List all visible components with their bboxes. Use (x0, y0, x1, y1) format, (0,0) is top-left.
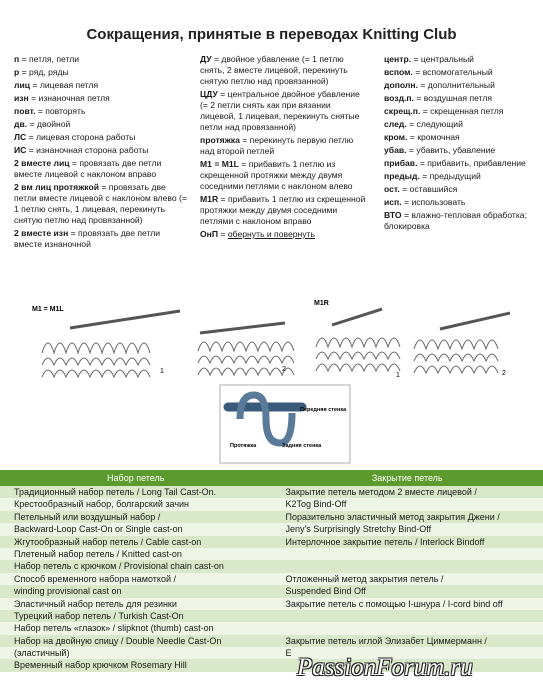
abbrev-definition: = прибавить, прибавление (417, 158, 526, 168)
m1r-figure-2 (414, 313, 510, 377)
abbrev-entry (384, 106, 534, 117)
figure-number: 1 (160, 368, 164, 375)
abbrev-entry (14, 119, 190, 130)
table-row (0, 622, 543, 634)
abbrev-definition: = использовать (401, 197, 466, 207)
table-row (0, 610, 543, 622)
abbrev-entry (14, 132, 190, 143)
abbrev-definition: = перекинуть первую петлю над второй петлей (200, 135, 354, 156)
abbrev-term: убав. (384, 145, 407, 155)
strand-label: Протяжка (230, 443, 257, 449)
abbrev-definition: = центральный (411, 54, 474, 64)
abbrev-definition: = влажно-тепловая обработка; блокировка (384, 210, 527, 231)
abbrev-definition: = центральное двойное убавление (= 2 петли снять как при вязании лицевой, 1 лицевая, перекинуть снятые петли над провязанной) (200, 89, 360, 132)
abbrev-definition: = провязать две петли вместе лицевой с наклоном влево (= 1 петлю снять, 1 лицевая, перекинуть снятую петлю над провязанной) (14, 182, 187, 225)
abbrev-definition: = следующий (406, 119, 463, 129)
bind-off-cell: Поразительно эластичный метод закрытия Джени / (285, 511, 500, 522)
table-row (0, 548, 543, 560)
abbrev-term: скрещ.п. (384, 106, 421, 116)
cast-on-cell: Петельный или воздушный набор / (14, 511, 161, 522)
table-row (0, 560, 543, 572)
abbrev-definition: = повторять (35, 106, 86, 116)
cast-on-cell: Набор петель «глазок» / slipknot (thumb) cast-on (14, 623, 214, 634)
abbrev-definition: = провязать две петли вместе изнаночной (14, 228, 161, 249)
abbrev-entry (14, 145, 190, 156)
abbrev-entry (200, 159, 366, 192)
table-row (0, 598, 543, 610)
bind-off-cell (272, 610, 543, 622)
cast-on-cell: Крестообразный набор, болгарский зачин (14, 499, 190, 510)
abbrev-definition: = ряд, ряды (19, 67, 69, 77)
abbrev-term: ЛС (14, 132, 27, 142)
stitch-illustrations (30, 293, 513, 473)
abbrev-definition: = прибавить 1 петлю из скрещенной протяжки между двумя соседними петлями с наклоном вправо (200, 194, 366, 226)
abbrev-term: возд.п. (384, 93, 414, 103)
bind-off-cell: Закрытие петель с помощью I-шнура / I-cord bind off (285, 598, 503, 609)
abbrev-entry (384, 119, 534, 130)
bind-off-cell (272, 622, 543, 634)
abbrev-entry (200, 54, 366, 87)
abbrev-definition: = (218, 229, 228, 239)
abbrev-term: ДУ (200, 54, 212, 64)
abbrev-term: п (14, 54, 20, 64)
abbrev-definition: = прибавить 1 петлю из скрещенной протяжки между двумя соседними петлями с наклоном влево (200, 159, 353, 191)
cast-on-cell: Временный набор крючком Rosemary Hill (14, 660, 187, 671)
abbrev-term: протяжка (200, 135, 240, 145)
abbrev-entry (14, 182, 190, 226)
bind-off-cell: Закрытие петель методом 2 вместе лицевой / (285, 487, 477, 497)
abbrev-entry (200, 194, 366, 227)
abbrev-entry (14, 67, 190, 78)
abbrev-entry (14, 80, 190, 91)
abbrev-definition: = оставшийся (399, 184, 458, 194)
abbrev-entry (200, 89, 366, 133)
m1r-figure-1 (314, 300, 400, 379)
abbrev-entry (384, 80, 534, 91)
bind-off-cell: Отложенный метод закрытия петель / (285, 573, 444, 584)
table-row (0, 498, 543, 510)
abbrev-term: М1 = M1L (200, 159, 239, 169)
abbrev-definition: = убавить, убавление (406, 145, 496, 155)
abbrev-term: кром. (384, 132, 408, 142)
abbrev-term: 2 вм лиц протяжкой (14, 182, 100, 192)
bind-off-cell (272, 548, 543, 560)
table-row (0, 635, 543, 647)
abbrev-term: ВТО (384, 210, 402, 220)
abbrev-term: 2 вместе лиц (14, 158, 70, 168)
cast-on-cell: Набор петель с крючком / Provisional chain cast-on (14, 561, 224, 572)
abbrev-definition: = лицевая петля (30, 80, 99, 90)
cast-on-cell: Backward-Loop Cast-On or Single cast-on (14, 524, 183, 535)
abbrev-entry (200, 229, 366, 240)
abbrev-definition: = изнаночная петля (28, 93, 110, 103)
abbrev-term: дв. (14, 119, 28, 129)
abbrev-entry (14, 106, 190, 117)
abbrev-definition: = дополнительный (417, 80, 495, 90)
abbrev-entry (200, 135, 366, 157)
abbrev-entry (384, 145, 534, 156)
table-row (0, 511, 543, 523)
abbrev-definition: = скрещенная петля (420, 106, 504, 116)
bind-off-cell (272, 560, 543, 572)
table-row (0, 523, 543, 535)
abbrev-entry (384, 184, 534, 195)
m1l-figure-1 (32, 306, 180, 377)
abbrev-entry (14, 93, 190, 104)
abbrev-column-1 (14, 54, 190, 252)
abbrev-definition: = воздушная петля (414, 93, 493, 103)
strand-figure (220, 385, 350, 463)
abbrev-term: центр. (384, 54, 412, 64)
abbrev-definition: = кромочная (407, 132, 460, 142)
front-wall-label: Передняя стенка (300, 407, 347, 413)
abbrev-entry (14, 54, 190, 65)
cast-on-cell: (эластичный) (14, 648, 70, 659)
table-body (0, 486, 543, 672)
abbrev-entry (14, 228, 190, 250)
abbrev-entry (384, 67, 534, 78)
table-row (0, 536, 543, 548)
page-title: Сокращения, принятые в переводах Knitting Club (86, 26, 457, 43)
bind-off-cell: K2Tog Bind-Off (285, 499, 347, 510)
figure-number: 2 (502, 370, 506, 377)
abbrev-definition: = петля, петли (19, 54, 80, 64)
bind-off-cell: Jeny's Surprisingly Stretchy Bind-Off (285, 524, 432, 535)
abbrev-term: прибав. (384, 158, 418, 168)
abbrev-definition: = лицевая сторона работы (26, 132, 136, 142)
abbrev-entry (384, 171, 534, 182)
abbrev-definition: = провязать две петли вместе лицевой с наклоном вправо (14, 158, 162, 179)
abbrev-term: повт. (14, 106, 36, 116)
abbrev-entry (384, 210, 534, 232)
abbrev-definition: = вспомогательный (412, 67, 493, 77)
bind-off-cell: Suspended Bind Off (285, 586, 366, 597)
abbrev-term: след. (384, 119, 407, 129)
abbrev-term: дополн. (384, 80, 418, 90)
cast-on-cell: Турецкий набор петель / Turkish Cast-On (14, 610, 184, 621)
table-row (0, 585, 543, 597)
cast-on-cell: Жгутообразный набор петель / Cable cast-on (14, 536, 202, 547)
abbrev-column-2 (200, 54, 366, 242)
cast-on-cell: Плетеный набор петель / Knitted cast-on (14, 548, 182, 559)
watermark: PassionForum.ru (297, 654, 473, 681)
m1l-label: M1 = M1L (32, 306, 64, 313)
abbrev-entry (384, 197, 534, 208)
cast-on-cell: Набор на двойную спицу / Double Needle Cast-On (14, 635, 222, 646)
header-bind-off: Закрытие петель (371, 473, 443, 483)
cast-on-cell: Эластичный набор петель для резинки (14, 598, 177, 609)
knitting-diagrams (30, 293, 513, 473)
header-cast-on: Набор петель (107, 473, 165, 483)
cast-on-cell: Традиционный набор петель / Long Tail Cast-On. (14, 487, 217, 497)
abbrev-term: исп. (384, 197, 402, 207)
abbrev-term: предыд. (384, 171, 420, 181)
abbrev-underlined: обернуть и повернуть (227, 229, 315, 239)
abbrev-definition: = изнаночная сторона работы (26, 145, 149, 155)
cast-on-cell: Способ временного набора намоткой / (14, 573, 176, 584)
abbrev-definition: = двойное убавление (= 1 петлю снять, 2 вместе лицевой, перекинуть снятую петлю над провязанной) (200, 54, 348, 86)
abbrev-term: ИС (14, 145, 27, 155)
bind-off-cell: Закрытие петель иглой Элизабет Циммерманн / (285, 635, 487, 646)
abbrev-term: изн (14, 93, 29, 103)
bind-off-cell: E (285, 648, 292, 659)
abbrev-entry (384, 158, 534, 169)
bind-off-cell: Интерлочное закрытие петель / Interlock Bindoff (285, 536, 485, 547)
abbrev-term: ЦДУ (200, 89, 218, 99)
abbrev-definition: = предыдущий (419, 171, 481, 181)
abbrev-entry (384, 132, 534, 143)
table-row (0, 486, 543, 498)
abbrev-entry (14, 158, 190, 180)
abbrev-definition: = двойной (27, 119, 71, 129)
table-header (0, 470, 543, 486)
figure-number: 1 (396, 372, 400, 379)
abbrev-entry (384, 93, 534, 104)
figure-number: 2 (282, 366, 286, 373)
abbrev-term: ост. (384, 184, 400, 194)
abbrev-term: M1R (200, 194, 219, 204)
abbrev-term: лиц (14, 80, 31, 90)
m1r-label: M1R (314, 300, 329, 307)
abbrev-term: вспом. (384, 67, 413, 77)
table-row (0, 573, 543, 585)
back-wall-label: Задняя стенка (282, 443, 322, 449)
abbrev-term: ОнП (200, 229, 219, 239)
abbrev-column-3 (384, 54, 534, 234)
m1l-figure-2 (198, 323, 294, 375)
abbrev-term: р (14, 67, 20, 77)
cast-on-cell: winding provisional cast on (14, 586, 122, 597)
abbrev-entry (384, 54, 534, 65)
abbrev-term: 2 вместе изн (14, 228, 69, 238)
